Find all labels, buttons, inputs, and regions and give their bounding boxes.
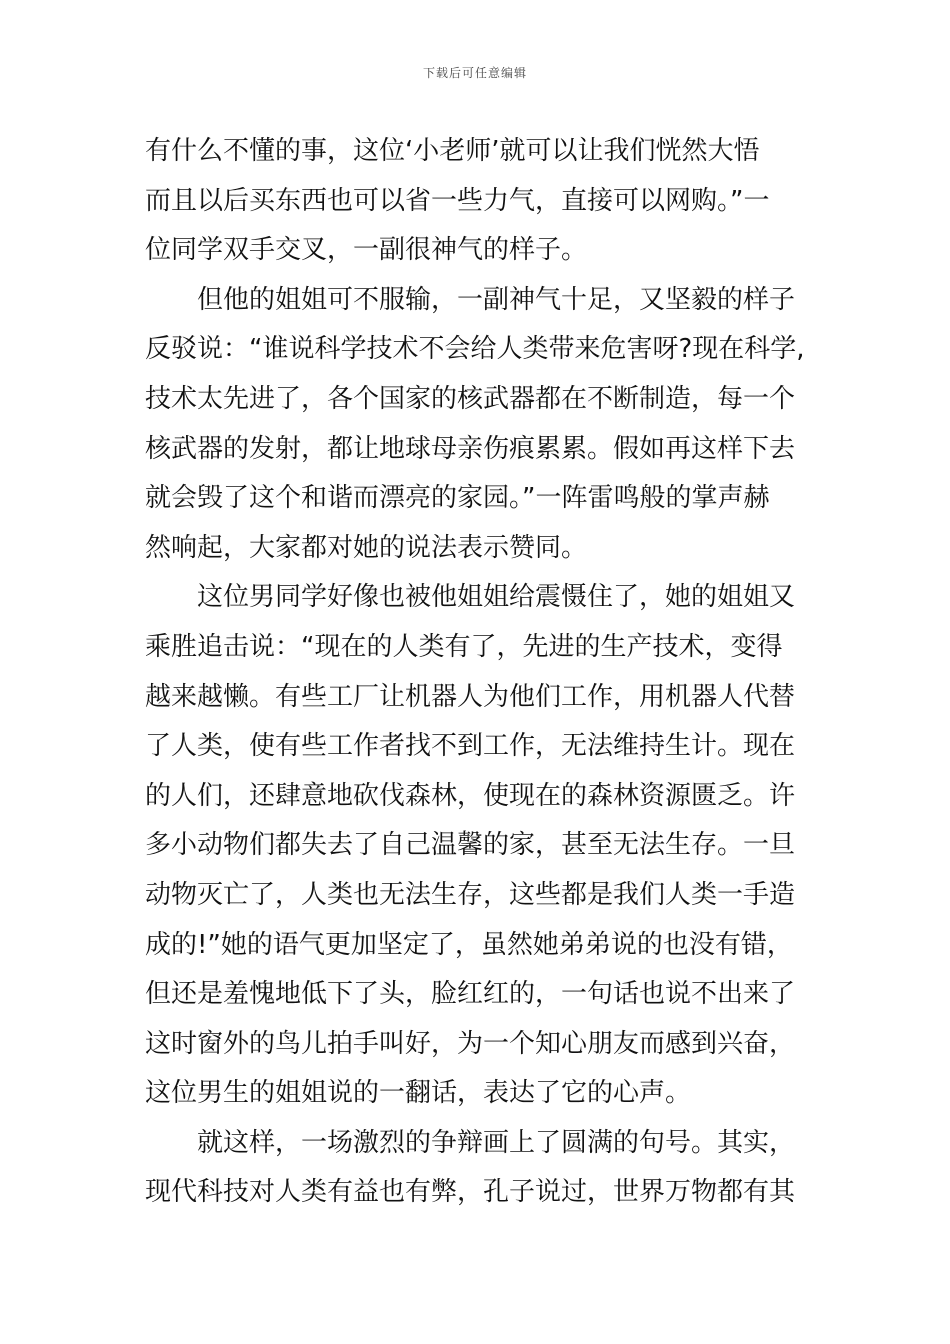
text-line: 反驳说：“谁说科学技术不会给人类带来危害呀?现在科学, xyxy=(145,334,805,365)
page-header: 下载后可任意编辑 xyxy=(422,66,527,80)
paragraph-start-line: 这位男同学好像也被他姐姐给震慑住了，她的姐姐又 xyxy=(197,582,796,613)
text-line: 动物灭亡了，人类也无法生存，这些都是我们人类一手造 xyxy=(145,879,796,910)
text-line: 就会毁了这个和谐而漂亮的家园。”一阵雷鸣般的掌声赫 xyxy=(145,483,770,514)
text-line: 而且以后买东西也可以省一些力气，直接可以网购。”一 xyxy=(145,185,770,216)
text-line: 但还是羞愧地低下了头，脸红红的，一句话也说不出来了 xyxy=(145,979,796,1010)
text-line: 这位男生的姐姐说的一翻话，表达了它的心声。 xyxy=(145,1078,692,1109)
text-line: 有什么不懂的事，这位‘小老师’就可以让我们恍然大悟 xyxy=(145,136,760,166)
text-line: 成的!”她的语气更加坚定了，虽然她弟弟说的也没有错， xyxy=(145,929,793,960)
text-line: 这时窗外的鸟儿拍手叫好，为一个知心朋友而感到兴奋， xyxy=(145,1028,796,1059)
text-line: 技术太先进了，各个国家的核武器都在不断制造，每一个 xyxy=(145,383,796,414)
body-text xyxy=(145,127,815,1218)
text-line: 越来越懒。有些工厂让机器人为他们工作，用机器人代替 xyxy=(145,681,796,712)
text-line: 现代科技对人类有益也有弊，孔子说过，世界万物都有其 xyxy=(145,1177,796,1208)
text-line: 了人类，使有些工作者找不到工作，无法维持生计。现在 xyxy=(145,731,796,762)
text-line: 乘胜追击说：“现在的人类有了，先进的生产技术，变得 xyxy=(145,631,783,662)
paragraph-start-line: 就这样，一场激烈的争辩画上了圆满的句号。其实， xyxy=(197,1127,796,1158)
text-line: 核武器的发射，都让地球母亲伤痕累累。假如再这样下去 xyxy=(145,433,796,464)
text-line: 然响起，大家都对她的说法表示赞同。 xyxy=(145,532,588,563)
text-line: 多小动物们都失去了自己温馨的家，甚至无法生存。一旦 xyxy=(145,830,796,861)
text-line: 位同学双手交叉，一副很神气的样子。 xyxy=(145,235,588,266)
text-line: 的人们，还肆意地砍伐森林，使现在的森林资源匮乏。许 xyxy=(145,780,796,811)
paragraph-start-line: 但他的姐姐可不服输，一副神气十足，又坚毅的样子 xyxy=(197,284,796,315)
